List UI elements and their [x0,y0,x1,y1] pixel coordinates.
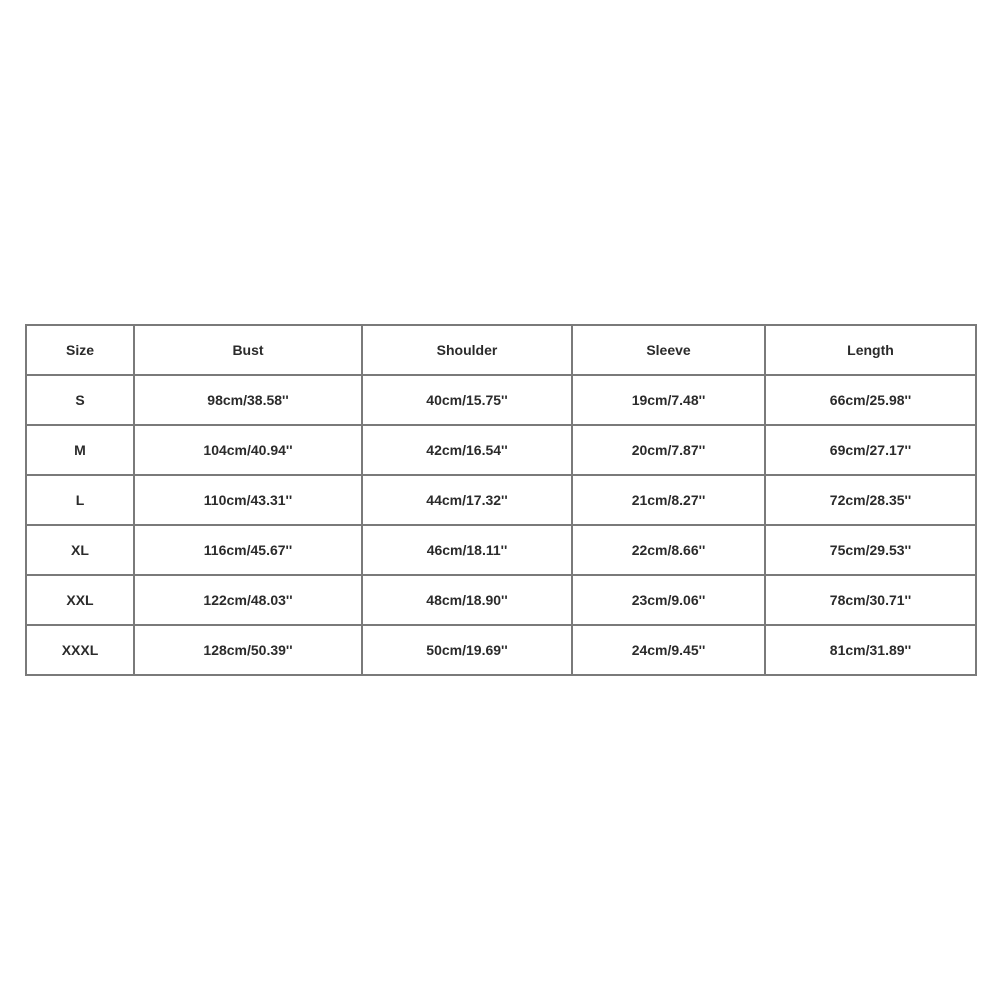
cell-shoulder: 42cm/16.54'' [362,425,572,475]
cell-size: S [26,375,134,425]
cell-shoulder: 50cm/19.69'' [362,625,572,675]
cell-sleeve: 22cm/8.66'' [572,525,765,575]
cell-sleeve: 21cm/8.27'' [572,475,765,525]
table-row [26,375,976,425]
header-length: Length [765,325,976,375]
header-bust: Bust [134,325,362,375]
size-chart-table [25,324,977,676]
cell-bust: 122cm/48.03'' [134,575,362,625]
cell-shoulder: 48cm/18.90'' [362,575,572,625]
cell-size: M [26,425,134,475]
cell-size: XXXL [26,625,134,675]
table-row [26,475,976,525]
cell-shoulder: 46cm/18.11'' [362,525,572,575]
cell-shoulder: 44cm/17.32'' [362,475,572,525]
table-row [26,625,976,675]
table-row [26,525,976,575]
table-row [26,425,976,475]
cell-bust: 110cm/43.31'' [134,475,362,525]
cell-bust: 116cm/45.67'' [134,525,362,575]
header-sleeve: Sleeve [572,325,765,375]
table-row [26,575,976,625]
cell-bust: 128cm/50.39'' [134,625,362,675]
cell-length: 78cm/30.71'' [765,575,976,625]
cell-shoulder: 40cm/15.75'' [362,375,572,425]
cell-sleeve: 23cm/9.06'' [572,575,765,625]
cell-length: 81cm/31.89'' [765,625,976,675]
cell-bust: 104cm/40.94'' [134,425,362,475]
cell-length: 69cm/27.17'' [765,425,976,475]
cell-bust: 98cm/38.58'' [134,375,362,425]
cell-sleeve: 20cm/7.87'' [572,425,765,475]
header-shoulder: Shoulder [362,325,572,375]
cell-length: 72cm/28.35'' [765,475,976,525]
cell-length: 66cm/25.98'' [765,375,976,425]
cell-sleeve: 24cm/9.45'' [572,625,765,675]
cell-sleeve: 19cm/7.48'' [572,375,765,425]
cell-size: XL [26,525,134,575]
cell-length: 75cm/29.53'' [765,525,976,575]
cell-size: XXL [26,575,134,625]
header-size: Size [26,325,134,375]
table-header-row [26,325,976,375]
cell-size: L [26,475,134,525]
